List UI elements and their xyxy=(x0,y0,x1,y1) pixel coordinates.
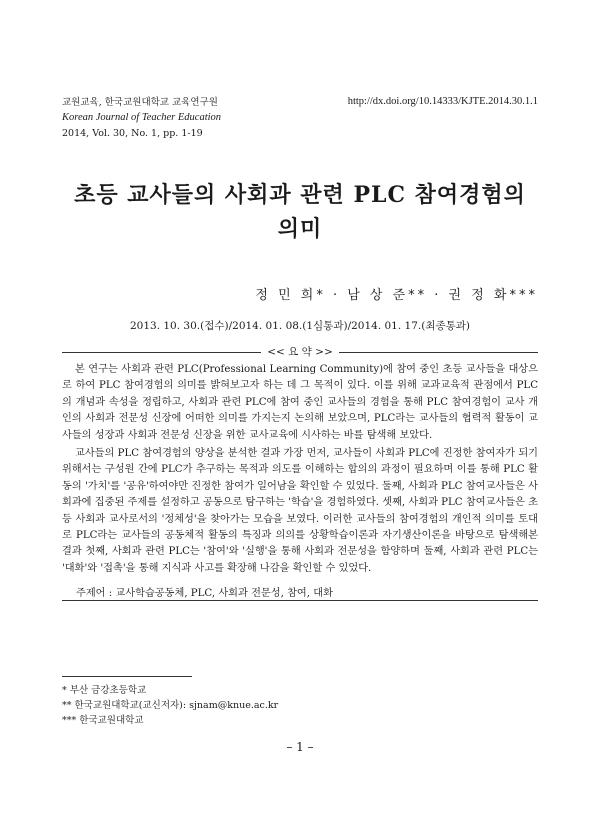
footnote-3: *** 한국교원대학교 xyxy=(62,715,144,726)
footnote-1: * 부산 금강초등학교 xyxy=(62,685,147,696)
keywords: 주제어 : 교사학습공동체, PLC, 사회과 전문성, 참여, 대화 xyxy=(76,588,333,599)
footnote-2: ** 한국교원대학교(교신저자): sjnam@knue.ac.kr xyxy=(62,700,279,711)
journal-name-english: Korean Journal of Teacher Education xyxy=(62,112,222,123)
journal-name-korean: 교원교육, 한국교원대학교 교육연구원 xyxy=(62,97,218,108)
abstract-heading xyxy=(62,344,538,360)
review-dates: 2013. 10. 30.(접수)/2014. 01. 08.(1심통과)/2014. 01. 17.(최종통과) xyxy=(129,320,470,332)
doi-link[interactable]: http://dx.doi.org/10.14333/KJTE.2014.30.1.1 xyxy=(347,96,538,107)
paper-title-line2: 의미 xyxy=(277,216,323,242)
abstract-heading-label: << 요 약 >> xyxy=(261,346,339,358)
volume-info: 2014, Vol. 30, No. 1, pp. 1-19 xyxy=(62,128,203,139)
paper-title-line1: 초등 교사들의 사회과 관련 PLC 참여경험의 xyxy=(74,182,526,208)
page-number: – 1 – xyxy=(286,740,314,754)
abstract-paragraph-1: 본 연구는 사회과 관련 PLC(Professional Learning Community)에 참여 중인 초등 교사들을 대상으로 하여 PLC 참여경험의 의미를 밝혀보고자 하는 데 그 목적이 있다. 이를 위해 교과교육적 관점에서 PLC의 개념과 속성을 정립하고, 사회과 관련 PLC에 참여 중인 교사들의 경험을 통해 PLC 참여경험이 교사 개인의 사회과 전문성 신장에 어떠한 의미를 가지는지 논의해 보았으며, PLC라는 교사들의 협력적 활동이 교사들의 성장과 사회과 전문성 신장을 위한 교사교육에 시사하는 바를 탐색해 보았다. xyxy=(62,364,538,441)
abstract-paragraph-2: 교사들의 PLC 참여경험의 양상을 분석한 결과 가장 먼저, 교사들이 사회과 PLC에 진정한 참여자가 되기 위해서는 구성원 간에 PLC가 추구하는 목적과 의도를 이해하는 합의의 과정이 필요하며 이를 통해 PLC 활동의 '가치'를 '공유'하여야만 진정한 참여가 일어남을 확인할 수 있었다. 둘째, 사회과 PLC 참여교사들은 사회과에 집중된 주제를 설정하고 공동으로 탐구하는 '학습'을 경험하였다. 셋째, 사회과 PLC 참여교사들은 초등 사회과 교사로서의 '정체성'을 찾아가는 모습을 보였다. 이러한 교사들의 참여경험의 개인적 의미를 토대로 PLC라는 교사들의 공동체적 활동의 특징과 의의를 상황학습이론과 자기생산이론을 바탕으로 탐색해본 결과 첫째, 사회과 관련 PLC는 '참여'와 '실행'을 통해 사회과 전문성을 함양하며 둘째, 사회과 관련 PLC는 '대화'와 '접촉'을 통해 지식과 사고를 확장해 나감을 확인할 수 있었다. xyxy=(62,448,538,574)
abstract-bottom-rule xyxy=(62,600,538,601)
author-list: 정 민 희* · 남 상 준** · 권 정 화*** xyxy=(255,288,538,303)
footnote-rule xyxy=(62,676,192,677)
